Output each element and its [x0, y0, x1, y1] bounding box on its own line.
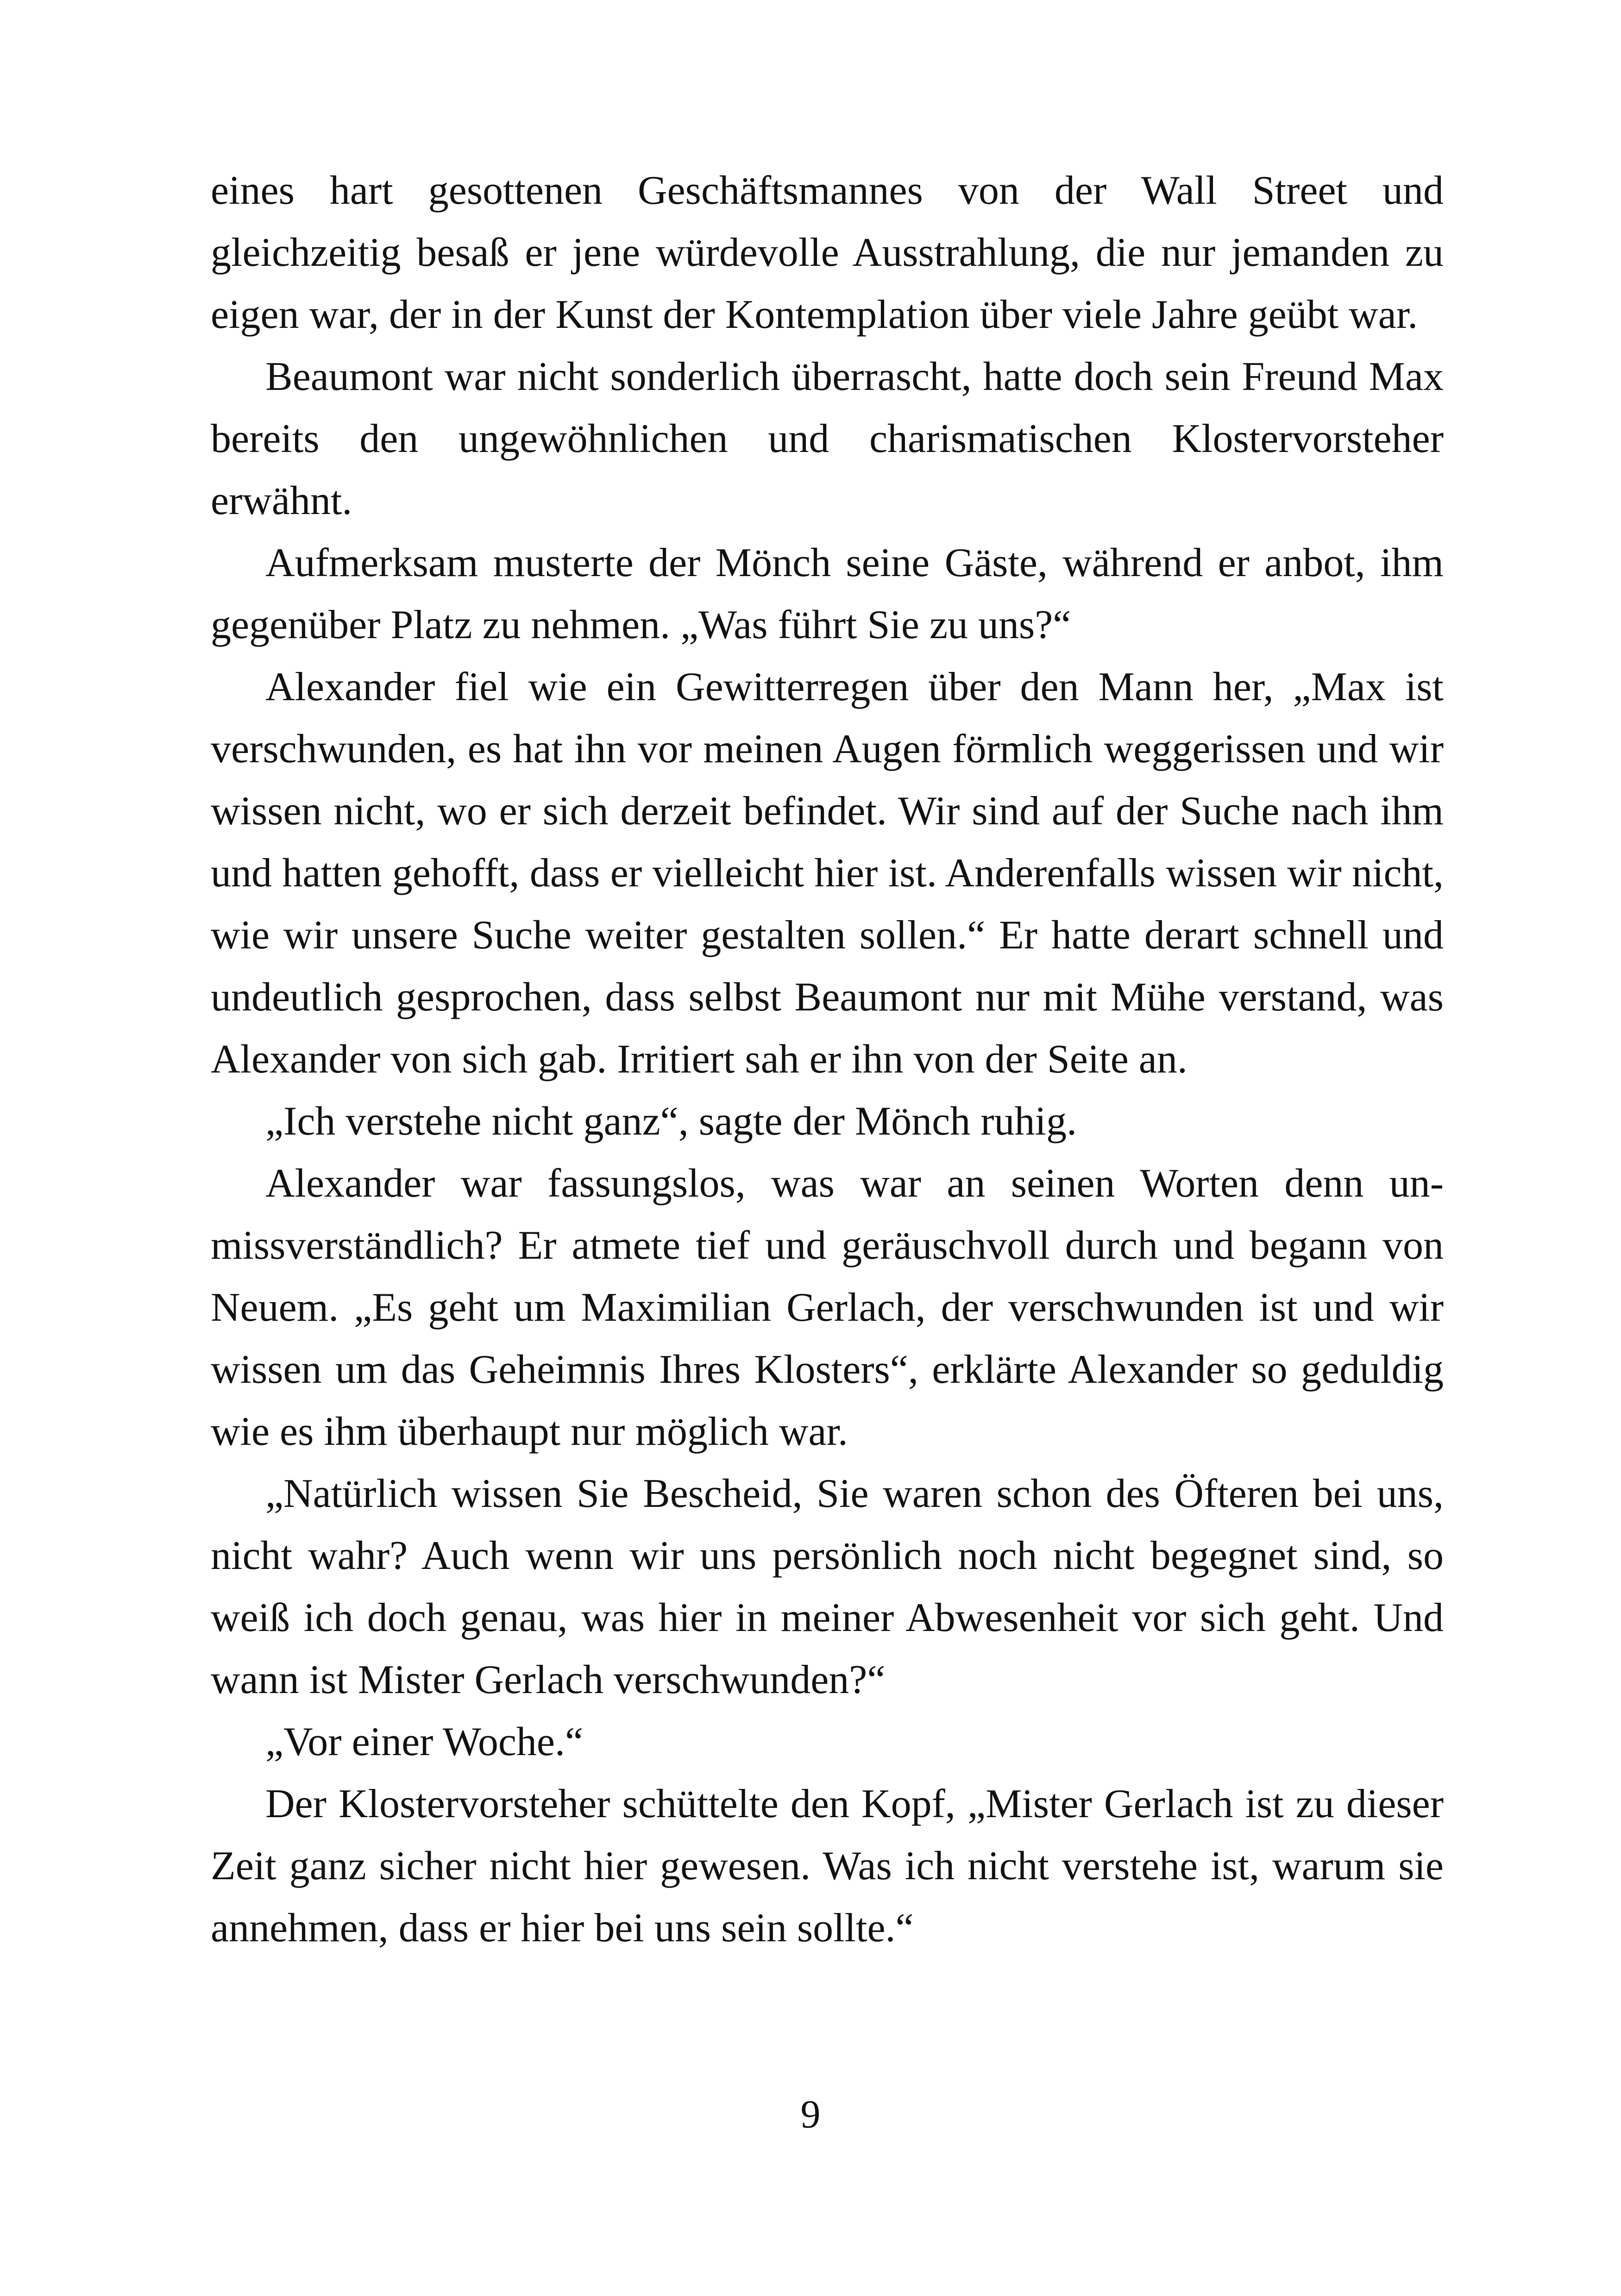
paragraph-7: „Natürlich wissen Sie Bescheid, Sie waren schon des Öfteren bei uns, nicht wahr? Auch wenn wir uns persönlich noch nicht begegnet sind, so weiß ich doch genau, was hier in meiner Abwesenheit vor sich geht. Und wann ist Mister Gerlach verschwunden?“	[211, 1471, 1444, 1702]
paragraph-5: „Ich verstehe nicht ganz“, sagte der Mönch ruhig.	[265, 1099, 1077, 1144]
paragraph-3: Aufmerksam musterte der Mönch seine Gäste, während er anbot, ihm gegenüber Platz zu nehmen. „Was führt Sie zu uns?“	[211, 540, 1444, 647]
page-number: 9	[800, 2092, 821, 2136]
paragraph-2: Beaumont war nicht sonderlich überrascht, hatte doch sein Freund Max bereits den ungewöhnlichen und charismatischen Klostervorsteher erwähnt.	[211, 354, 1444, 523]
paragraph-9: Der Klostervorsteher schüttelte den Kopf, „Mister Gerlach ist zu dieser Zeit ganz sicher nicht hier gewesen. Was ich nicht verstehe ist, warum sie annehmen, dass er hier bei uns sein sollte.“	[211, 1782, 1444, 1951]
paragraph-4: Alexander fiel wie ein Gewitterregen über den Mann her, „Max ist verschwunden, es hat ihn vor meinen Augen förmlich weggerissen und wir wissen nicht, wo er sich derzeit befindet. Wir sind auf der Suche nach ihm und hatten gehofft, dass er vielleicht hier ist. Anderenfalls wissen wir nicht, wie wir unsere Suche weiter gestalten sollen.“ Er hatte derart schnell und undeutlich gesprochen, dass selbst Beaumont nur mit Mühe verstand, was Alexander von sich gab. Irritiert sah er ihn von der Seite an.	[211, 665, 1444, 1082]
paragraph-8: „Vor einer Woche.“	[265, 1719, 584, 1764]
body-text	[211, 160, 1444, 1959]
paragraph-1: eines hart gesottenen Geschäftsmannes von der Wall Street und gleichzeitig besaß er jene würdevolle Ausstrahlung, die nur jemanden zu eigen war, der in der Kunst der Kontemplation über viele Jahre geübt war.	[211, 168, 1444, 337]
paragraph-6: Alexander war fassungslos, was war an seinen Worten denn unmissverständlich? Er atmete tief und geräuschvoll durch und begann von Neuem. „Es geht um Maximilian Gerlach, der verschwunden ist und wir wissen um das Geheimnis Ihres Klosters“, erklärte Alexander so geduldig wie es ihm überhaupt nur möglich war.	[211, 1161, 1444, 1454]
